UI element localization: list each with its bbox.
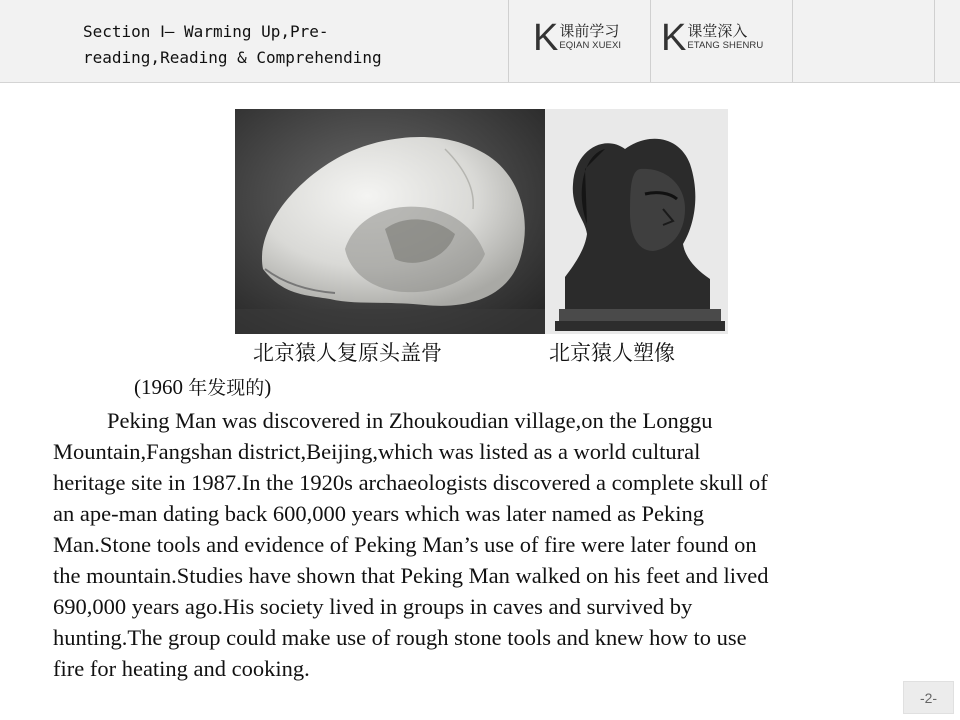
paragraph-line: Man.Stone tools and evidence of Peking Man’s use of fire were later found on <box>53 532 757 557</box>
tab-label-en: EQIAN XUEXI <box>559 40 622 51</box>
caption-bust: 北京猿人塑像 <box>549 341 675 365</box>
section-title-line-2: reading,Reading & Comprehending <box>83 48 382 67</box>
caption-year-prefix: (1960 <box>134 375 189 399</box>
paragraph-line: an ape-man dating back 600,000 years which was later named as Peking <box>53 501 705 526</box>
section-title <box>83 19 423 71</box>
tab-label-en: ETANG SHENRU <box>687 40 764 51</box>
paragraph-line: the mountain.Studies have shown that Peking Man walked on his feet and lived <box>53 563 769 588</box>
tab-label-cn: 课前学习 <box>559 22 620 40</box>
paragraph-line: fire for heating and cooking. <box>53 656 310 681</box>
paragraph-line: Mountain,Fangshan district,Beijing,which was listed as a world cultural <box>53 439 701 464</box>
paragraph-line: heritage site in 1987.In the 1920s archaeologists discovered a complete skull of <box>53 470 768 495</box>
caption-year <box>134 372 271 403</box>
caption-year-suffix: ) <box>264 375 272 399</box>
skull-photo <box>235 109 545 334</box>
caption-year-cn: 年发现的 <box>188 377 265 399</box>
paragraph-line: 690,000 years ago.His society lived in groups in caves and survived by <box>53 594 693 619</box>
caption-skull: 北京猿人复原头盖骨 <box>253 341 442 365</box>
body-paragraph <box>53 405 923 684</box>
header-divider <box>934 0 935 82</box>
tab-letter-k: K <box>533 17 559 59</box>
page-number: -2- <box>903 681 954 714</box>
header-divider <box>650 0 651 82</box>
tab-ketang-shenru[interactable] <box>661 0 763 82</box>
paragraph-line: hunting.The group could make use of rough stone tools and knew how to use <box>53 625 747 650</box>
tab-keqian-xuexi[interactable] <box>533 0 621 82</box>
header-bar <box>0 0 960 83</box>
tab-letter-k: K <box>661 17 687 59</box>
figure-captions <box>253 338 753 368</box>
paragraph-line: Peking Man was discovered in Zhoukoudian village,on the Longgu <box>107 408 713 433</box>
tab-label-cn: 课堂深入 <box>687 22 748 40</box>
header-divider <box>508 0 509 82</box>
header-divider <box>792 0 793 82</box>
bust-photo <box>545 109 728 334</box>
section-title-line-1: Section Ⅰ— Warming Up,Pre- <box>83 22 329 41</box>
